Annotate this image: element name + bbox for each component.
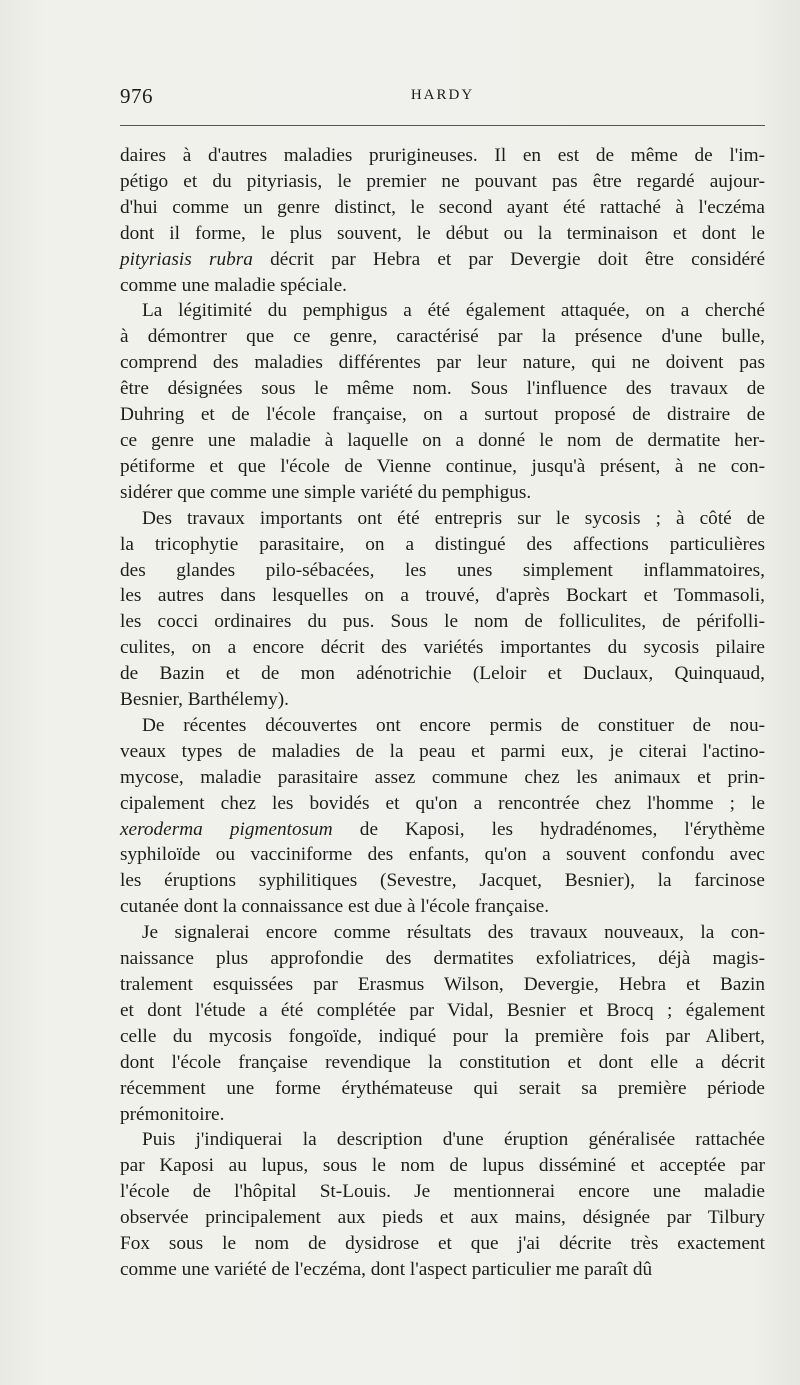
text-line: de Bazin et de mon adénotrichie (Leloir et Duclaux, Quinquaud,	[120, 663, 765, 685]
paragraph	[120, 713, 765, 920]
text-line: l'école de l'hôpital St-Louis. Je mentionnerai encore une maladie	[120, 1181, 765, 1203]
text-line: Puis j'indiquerai la description d'une éruption généralisée rattachée	[142, 1129, 765, 1151]
text-line: cipalement chez les bovidés et qu'on a rencontrée chez l'homme ; le	[120, 792, 765, 814]
text-line: mycose, maladie parasitaire assez commune chez les animaux et prin-	[120, 766, 765, 788]
text-line: veaux types de maladies de la peau et parmi eux, je citerai l'actino-	[120, 740, 765, 762]
body-text	[120, 143, 765, 1283]
text-line: La légitimité du pemphigus a été également attaquée, on a cherché	[142, 300, 765, 322]
text-line: celle du mycosis fongoïde, indiqué pour la première fois par Alibert,	[120, 1025, 765, 1047]
paragraph	[120, 920, 765, 1127]
text-line: tralement esquissées par Erasmus Wilson, Devergie, Hebra et Bazin	[120, 974, 765, 995]
text-line: naissance plus approfondie des dermatites exfoliatrices, déjà magis-	[120, 948, 765, 970]
header-rule	[120, 125, 765, 126]
page-number: 976	[120, 84, 153, 108]
text-line: ce genre une maladie à laquelle on a donné le nom de dermatite her-	[120, 429, 765, 451]
italic-term: pityriasis rubra	[120, 248, 253, 270]
text-line: Des travaux importants ont été entrepris sur le sycosis ; à côté de	[142, 507, 765, 529]
text-line: Duhring et de l'école française, on a surtout proposé de distraire de	[120, 404, 765, 426]
text-line: pityriasis rubra décrit par Hebra et par Devergie doit être considéré	[120, 248, 765, 270]
text-line: la tricophytie parasitaire, on a distingué des affections particulières	[120, 533, 765, 555]
text-line: De récentes découvertes ont encore permis de constituer de nou-	[142, 714, 765, 736]
paragraph	[120, 506, 765, 713]
text-line: être désignées sous le même nom. Sous l'influence des travaux de	[120, 378, 765, 400]
text-line: sidérer que comme une simple variété du pemphigus.	[120, 481, 532, 503]
text-line: récemment une forme érythémateuse qui serait sa première période	[120, 1077, 765, 1099]
text-line: pétigo et du pityriasis, le premier ne pouvant pas être regardé aujour-	[120, 170, 765, 192]
text-line: daires à d'autres maladies prurigineuses. Il en est de même de l'im-	[120, 145, 765, 166]
text-line: et dont l'étude a été complétée par Vidal, Besnier et Brocq ; également	[120, 999, 765, 1021]
paragraph	[120, 1127, 765, 1282]
text-line: syphiloïde ou vacciniforme des enfants, qu'on a souvent confondu avec	[120, 844, 765, 866]
text-line: d'hui comme un genre distinct, le second ayant été rattaché à l'eczéma	[120, 196, 765, 218]
text-line: cutanée dont la connaissance est due à l'école française.	[120, 896, 550, 918]
text-line: dont il forme, le plus souvent, le début ou la terminaison et dont le	[120, 222, 765, 244]
paragraph	[120, 298, 765, 505]
text-line: Besnier, Barthélemy).	[120, 689, 289, 711]
paragraph	[120, 143, 765, 298]
italic-term: xeroderma pigmentosum	[120, 818, 333, 840]
text-line: les autres dans lesquelles on a trouvé, d'après Bockart et Tommasoli,	[120, 585, 765, 607]
text-line: comme une variété de l'eczéma, dont l'aspect particulier me paraît dû	[120, 1258, 653, 1280]
text-line: prémonitoire.	[120, 1103, 225, 1125]
text-line: comprend des maladies différentes par leur nature, qui ne doivent pas	[120, 352, 765, 374]
text-line: pétiforme et que l'école de Vienne continue, jusqu'à présent, à ne con-	[120, 455, 765, 477]
page-header	[120, 84, 765, 114]
text-line: dont l'école française revendique la constitution et dont elle a décrit	[120, 1051, 765, 1073]
text-line: comme une maladie spéciale.	[120, 274, 347, 296]
text-line: Fox sous le nom de dysidrose et que j'ai décrite très exactement	[120, 1233, 765, 1255]
text-line: Je signalerai encore comme résultats des travaux nouveaux, la con-	[142, 922, 765, 944]
text-line: par Kaposi au lupus, sous le nom de lupus disséminé et acceptée par	[120, 1155, 765, 1177]
text-line: les éruptions syphilitiques (Sevestre, Jacquet, Besnier), la farcinose	[120, 870, 765, 892]
text-line: observée principalement aux pieds et aux mains, désignée par Tilbury	[120, 1207, 765, 1229]
text-line: les cocci ordinaires du pus. Sous le nom de folliculites, de périfolli-	[120, 611, 765, 633]
text-line: xeroderma pigmentosum de Kaposi, les hydradénomes, l'érythème	[120, 818, 765, 840]
text-line: à démontrer que ce genre, caractérisé par la présence d'une bulle,	[120, 326, 765, 348]
text-line: des glandes pilo-sébacées, les unes simplement inflammatoires,	[120, 559, 765, 581]
text-line: culites, on a encore décrit des variétés importantes du sycosis pilaire	[120, 637, 765, 659]
running-head: HARDY	[410, 87, 475, 103]
